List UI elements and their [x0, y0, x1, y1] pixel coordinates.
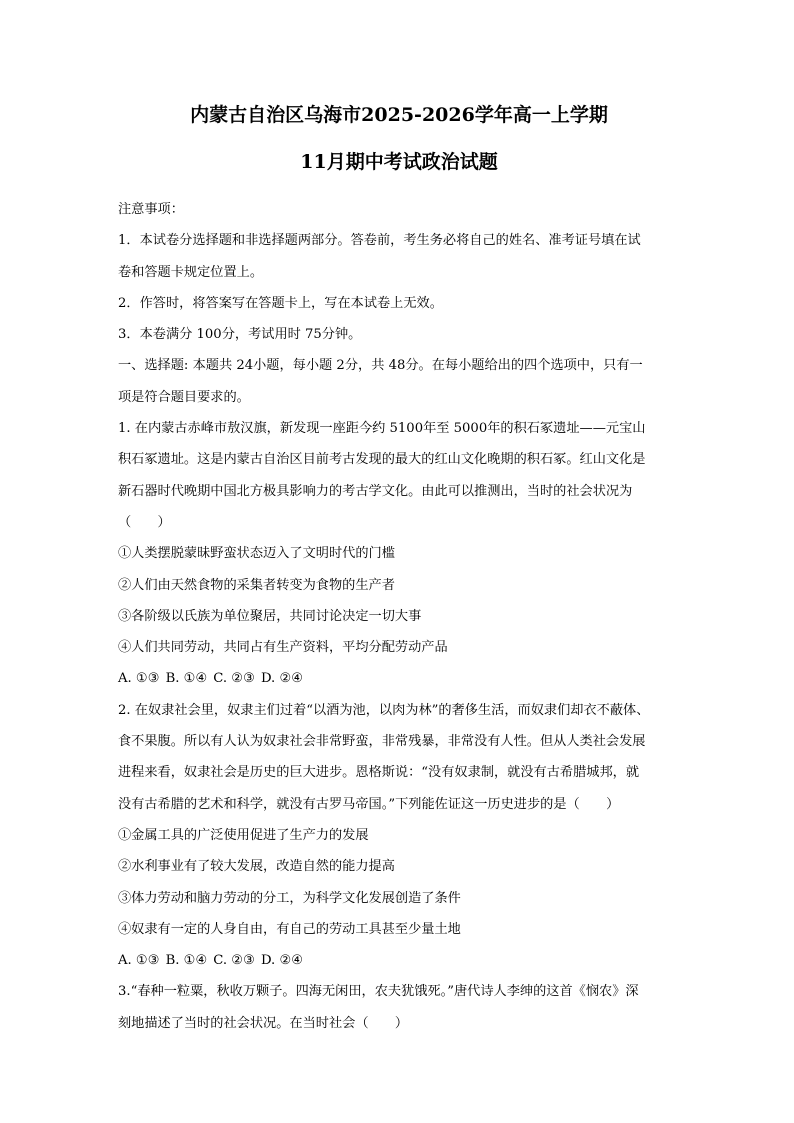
question-2-stem-line: 没有古希腊的艺术和科学，就没有古罗马帝国。”下列能佐证这一历史进步的是（ ）	[118, 796, 620, 812]
question-1-item: ③各阶级以氏族为单位聚居，共同讨论决定一切大事	[118, 608, 422, 624]
note-line: 3．本卷满分 100分，考试用时 75分钟。	[118, 327, 362, 343]
section-heading-line: 一、选择题: 本题共 24小题，每小题 2分，共 48分。在每小题给出的四个选项中，只有一	[118, 358, 643, 374]
note-line: 1．本试卷分选择题和非选择题两部分。答卷前，考生务必将自己的姓名、准考证号填在试	[118, 233, 641, 249]
document-body	[118, 194, 680, 1039]
question-1-options	[118, 663, 680, 694]
question-3-stem-line: 刻地描述了当时的社会状况。在当时社会（ ）	[118, 1015, 409, 1031]
note-line: 2．作答时，将答案写在答题卡上，写在本试卷上无效。	[118, 295, 443, 311]
option-d: D. ②④	[260, 953, 304, 969]
option-b: B. ①④	[165, 953, 208, 969]
question-1-item: ②人们由天然食物的采集者转变为食物的生产者	[118, 577, 395, 593]
document-title-line2: 11月期中考试政治试题	[300, 151, 498, 173]
question-1-stem-line: （ ）	[118, 514, 171, 530]
question-2-options	[118, 945, 680, 976]
question-2-item: ②水利事业有了较大发展，改造自然的能力提高	[118, 859, 395, 875]
note-line: 卷和答题卡规定位置上。	[118, 264, 264, 280]
option-a: A. ①③	[118, 953, 160, 969]
notes-heading: 注意事项：	[118, 202, 184, 217]
question-3-stem-line: 3.“春种一粒粟，秋收万颗子。四海无闲田，农夫犹饿死。”唐代诗人李绅的这首《悯农》深	[118, 984, 639, 1000]
option-a: A. ①③	[118, 671, 160, 687]
question-1-stem-line: 积石冢遗址。这是内蒙古自治区目前考古发现的最大的红山文化晚期的积石冢。红山文化是	[118, 452, 646, 468]
question-2-stem-line: 2. 在奴隶社会里，奴隶主们过着“以酒为池，以肉为林”的奢侈生活，而奴隶们却衣不蔽体、	[118, 702, 650, 718]
document-title-line1: 内蒙古自治区乌海市2025-2026学年高一上学期	[190, 104, 608, 126]
question-1-item: ①人类摆脱蒙昧野蛮状态迈入了文明时代的门槛	[118, 546, 395, 562]
question-1-stem-line: 新石器时代晚期中国北方极具影响力的考古学文化。由此可以推测出，当时的社会状况为	[118, 483, 633, 499]
option-c: C. ②③	[213, 671, 255, 687]
section-heading-line: 项是符合题目要求的。	[118, 389, 250, 405]
question-1-item: ④人们共同劳动，共同占有生产资料，平均分配劳动产品	[118, 640, 448, 656]
option-c: C. ②③	[213, 953, 255, 969]
question-2-stem-line: 食不果腹。所以有人认为奴隶社会非常野蛮，非常残暴，非常没有人性。但从人类社会发展	[118, 734, 646, 750]
question-1-stem-line: 1. 在内蒙古赤峰市敖汉旗，新发现一座距今约 5100年至 5000年的积石冢遗址——元宝山	[118, 421, 646, 437]
question-2-item: ④奴隶有一定的人身自由，有自己的劳动工具甚至少量土地	[118, 921, 461, 937]
question-2-item: ③体力劳动和脑力劳动的分工，为科学文化发展创造了条件	[118, 890, 461, 906]
question-2-item: ①金属工具的广泛使用促进了生产力的发展	[118, 827, 369, 843]
question-2-stem-line: 进程来看，奴隶社会是历史的巨大进步。恩格斯说：“没有奴隶制，就没有古希腊城邦，就	[118, 765, 640, 781]
option-b: B. ①④	[165, 671, 208, 687]
option-d: D. ②④	[260, 671, 304, 687]
